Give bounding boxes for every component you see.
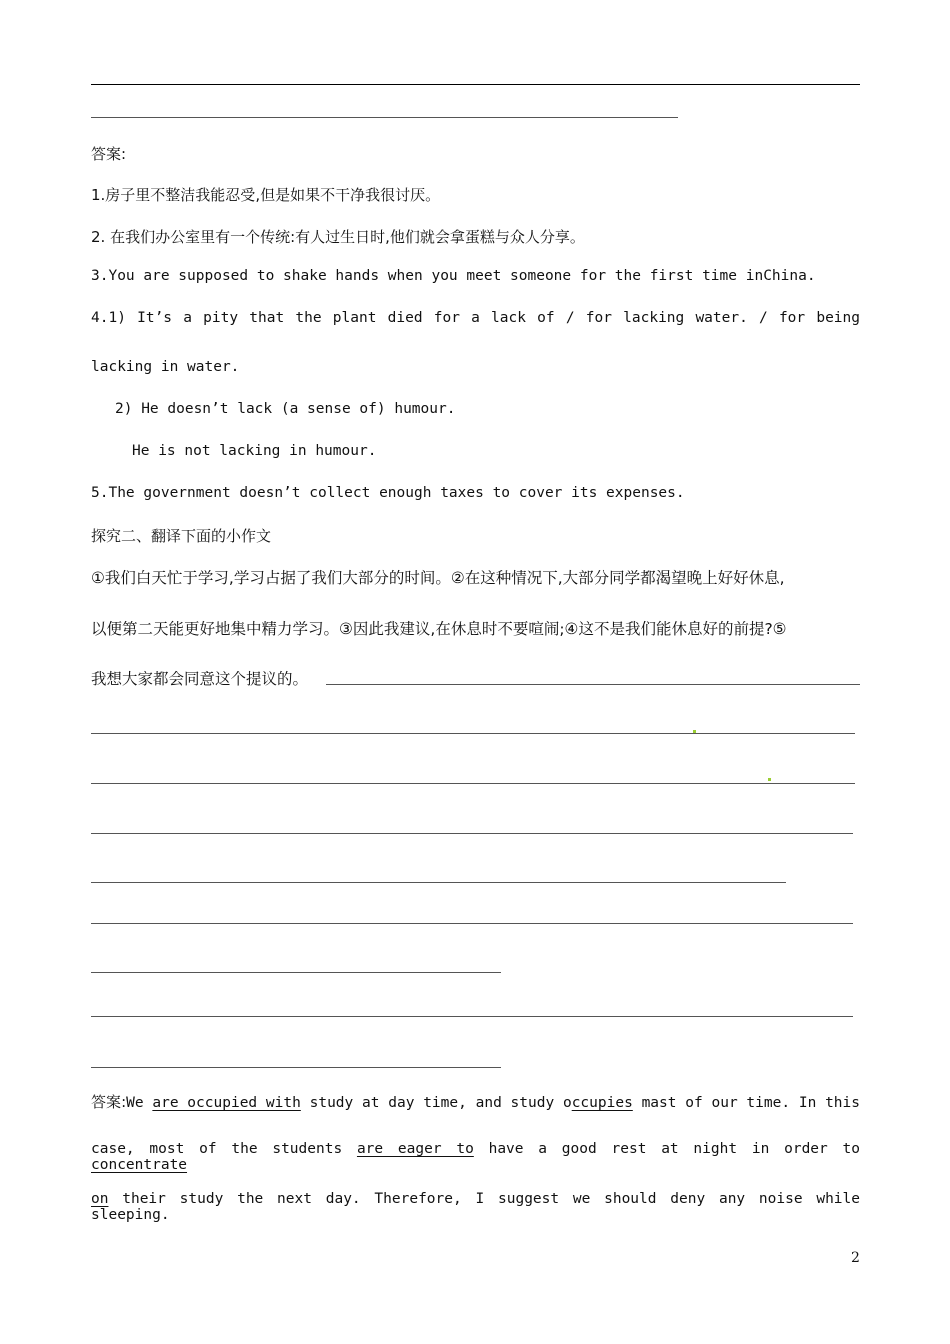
final-answer-label: 答案: <box>91 1093 127 1111</box>
answer-text: their study the next day. Therefore, I suggest we should deny any noise while sleeping. <box>91 1191 860 1223</box>
paragraph-line-2: 以便第二天能更好地集中精力学习。③因此我建议,在休息时不要喧闹;④这不是我们能休息好的前提?⑤ <box>91 620 787 638</box>
writing-line <box>91 923 853 924</box>
answer-text: case, most of the students <box>91 1141 357 1157</box>
underlined-phrase: on <box>91 1191 109 1207</box>
answer-text: have a good rest at night in order to <box>473 1141 860 1157</box>
mark-dot <box>693 730 696 733</box>
writing-line <box>326 684 860 685</box>
answer-4-1-line1: 4.1) It’s a pity that the plant died for a lack of / for lacking water. / for being <box>91 310 860 326</box>
mark-dot <box>768 778 771 781</box>
writing-line <box>91 733 855 734</box>
answer-label: 答案: <box>91 145 127 163</box>
answer-5: 5.The government doesn’t collect enough taxes to cover its expenses. <box>91 485 685 501</box>
answer-text: mast of our time. In this <box>632 1095 860 1111</box>
answer-4-1-line2: lacking in water. <box>91 359 240 375</box>
final-answer-line-1 <box>91 1091 860 1112</box>
underlined-phrase: ccupies <box>571 1095 633 1111</box>
header-rule <box>91 84 860 85</box>
paragraph-line-3: 我想大家都会同意这个提议的。 <box>91 670 309 688</box>
answer-1: 1.房子里不整洁我能忍受,但是如果不干净我很讨厌。 <box>91 186 441 204</box>
writing-line <box>91 783 855 784</box>
page-number: 2 <box>851 1250 860 1266</box>
writing-line <box>91 1067 501 1068</box>
underlined-phrase: concentrate <box>91 1157 188 1173</box>
writing-line <box>91 833 853 834</box>
underlined-phrase: are occupied with <box>152 1095 301 1111</box>
answer-4-2-line1: 2) He doesn’t lack (a sense of) humour. <box>115 401 456 417</box>
writing-line <box>91 1016 853 1017</box>
final-answer-line-2 <box>91 1141 860 1173</box>
blank-answer-line <box>91 117 678 118</box>
writing-line <box>91 882 786 883</box>
answer-4-2-line2: He is not lacking in humour. <box>132 443 377 459</box>
answer-text: study at day time, and study o <box>300 1095 572 1111</box>
paragraph-line-1: ①我们白天忙于学习,学习占据了我们大部分的时间。②在这种情况下,大部分同学都渴望晚上好好休息, <box>91 569 785 587</box>
answer-text: We <box>126 1095 153 1111</box>
section-heading: 探究二、翻译下面的小作文 <box>91 527 272 545</box>
writing-line <box>91 972 501 973</box>
underlined-phrase: are eager to <box>356 1141 474 1157</box>
final-answer-line-3 <box>91 1191 860 1223</box>
answer-2: 2. 在我们办公室里有一个传统:有人过生日时,他们就会拿蛋糕与众人分享。 <box>91 228 585 246</box>
answer-3: 3.You are supposed to shake hands when you meet someone for the first time inChina. <box>91 268 816 284</box>
